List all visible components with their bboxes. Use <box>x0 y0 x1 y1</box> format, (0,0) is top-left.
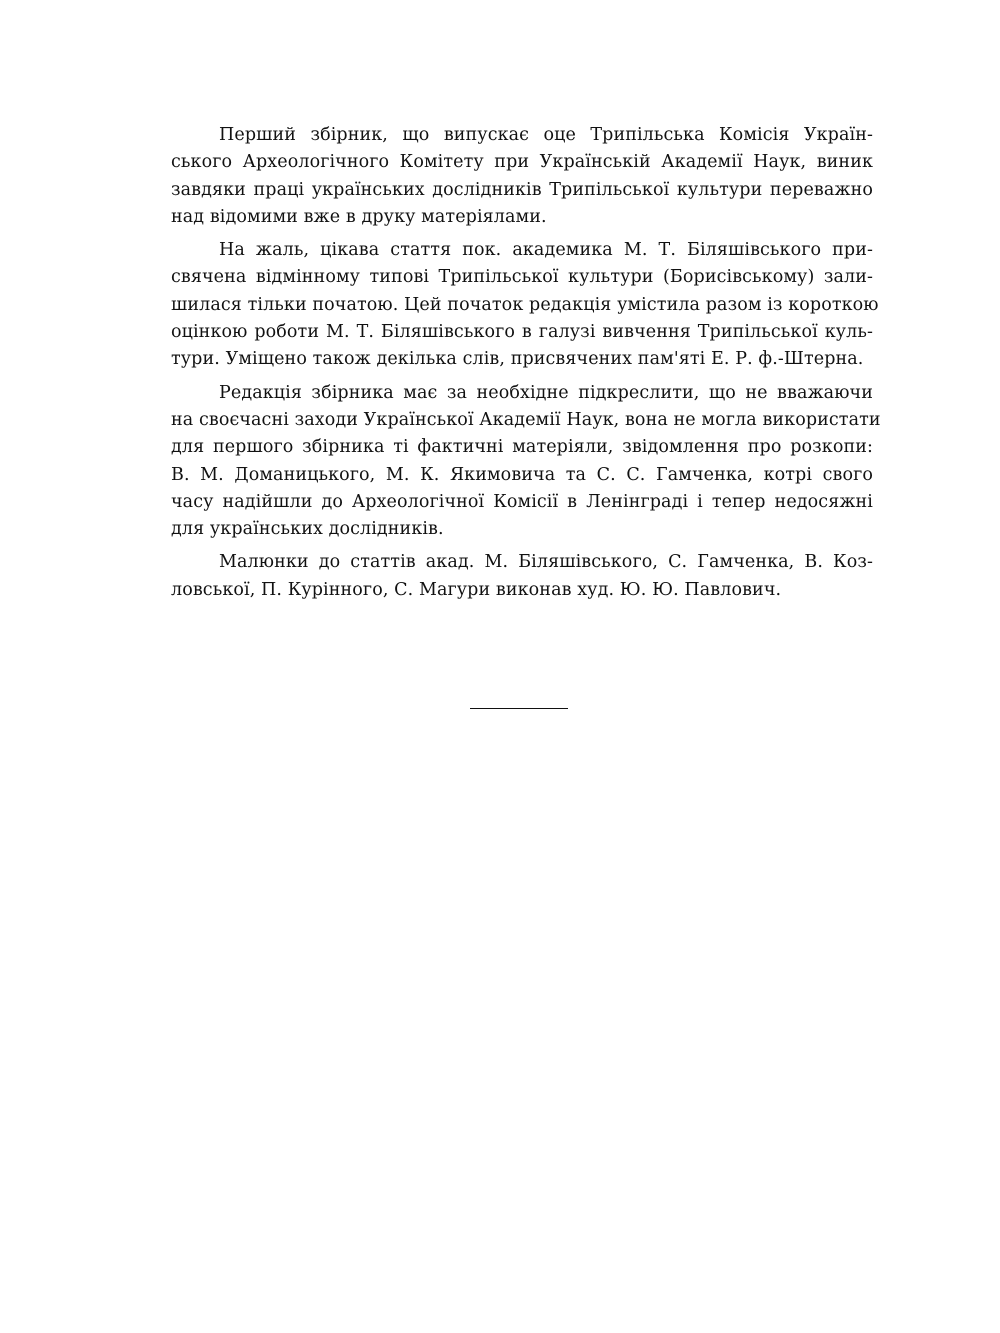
paragraph-1 <box>171 122 873 231</box>
text-line: тури. Уміщено також декілька слів, присвячених пам'яті Е. Р. ф.-Штерна. <box>171 349 864 370</box>
text-line: оцінкою роботи М. Т. Біляшівського в галузі вивчення Трипільської куль- <box>171 322 873 343</box>
text-line: ловської, П. Курінного, С. Магури виконав худ. Ю. Ю. Павлович. <box>171 579 782 600</box>
text-line: На жаль, цікава стаття пок. академика М. Т. Біляшівського при- <box>219 240 873 261</box>
text-line: на своєчасні заходи Української Академії Наук, вона не могла використати <box>171 409 881 430</box>
text-line: ського Археологічного Комітету при Українській Академії Наук, виник <box>171 152 873 173</box>
text-line: Перший збірник, що випускає оце Трипільська Комісія Україн- <box>219 125 873 145</box>
text-line: В. М. Доманицького, М. К. Якимовича та С. С. Гамченка, котрі свого <box>171 464 873 485</box>
text-line: Редакція збірника має за необхідне підкреслити, що не вважаючи <box>219 382 873 403</box>
text-line: свячена відмінному типові Трипільської культури (Борисівському) зали- <box>171 267 873 288</box>
text-line: Малюнки до статтів акад. М. Біляшівського, С. Гамченка, В. Коз- <box>219 552 873 573</box>
preface-text <box>171 122 881 610</box>
paragraph-3 <box>171 380 881 544</box>
text-line: часу надійшли до Археологічної Комісії в Ленінграді і тепер недосяжні <box>171 491 873 512</box>
section-divider <box>470 708 568 709</box>
text-line: для українських дослідників. <box>171 519 444 540</box>
text-line: шилася тільки початою. Цей початок редакція умістила разом із короткою <box>171 294 879 315</box>
paragraph-4 <box>171 549 873 604</box>
text-line: для першого збірника ті фактичні матеріяли, звідомлення про розкопи: <box>171 437 873 458</box>
text-line: над відомими вже в друку матеріялами. <box>171 206 547 227</box>
text-line: завдяки праці українських дослідників Трипільської культури переважно <box>171 179 873 200</box>
paragraph-2 <box>171 237 879 373</box>
